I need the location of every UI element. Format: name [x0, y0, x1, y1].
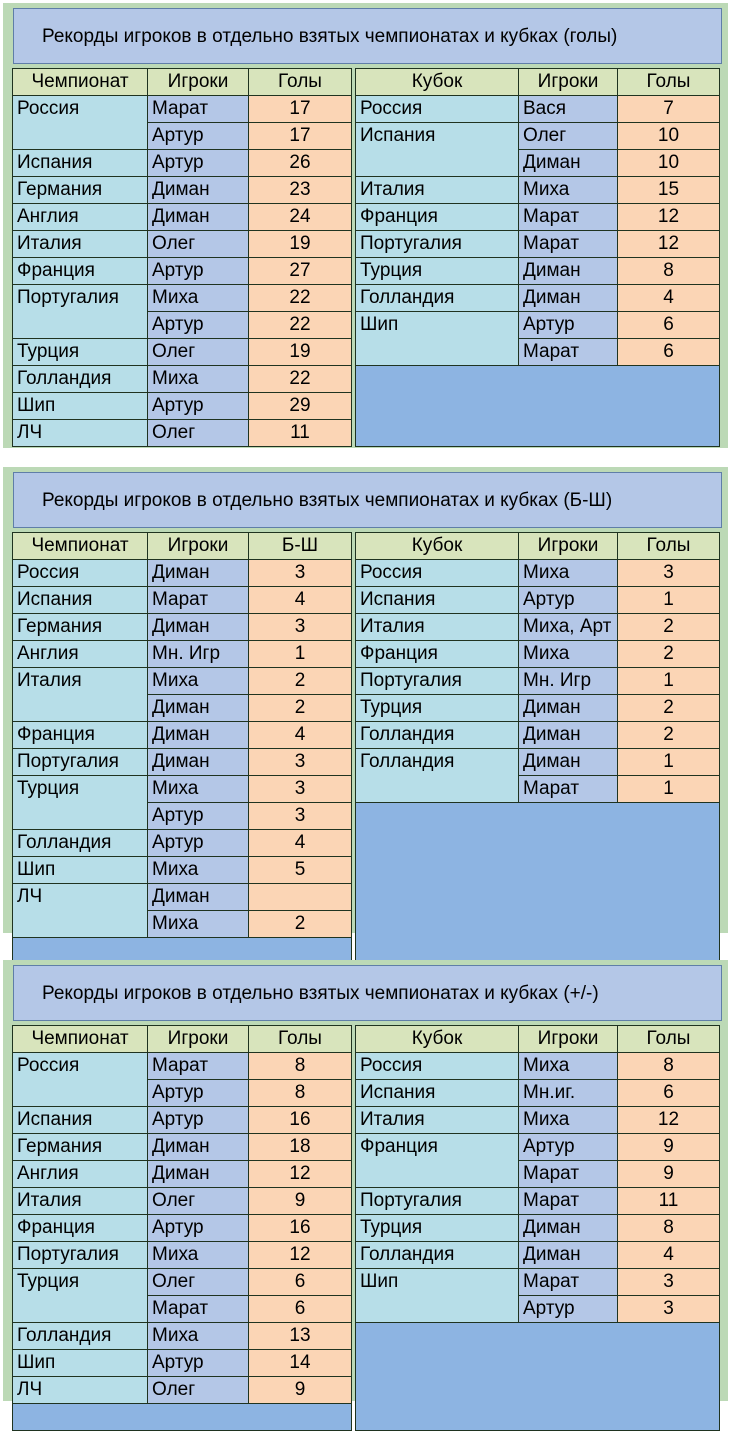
player-name: Миха	[148, 366, 249, 393]
player-name: Мн.иг.	[519, 1080, 618, 1107]
table-row	[13, 1242, 352, 1269]
table-row	[13, 641, 352, 668]
player-name: Миха	[519, 560, 618, 587]
player-name: Артур	[148, 123, 249, 150]
table-row	[13, 1269, 352, 1296]
record-value: 2	[249, 911, 352, 938]
column-header: Игроки	[519, 69, 618, 96]
table-row	[356, 1269, 720, 1296]
cup-table	[355, 1025, 720, 1431]
player-name: Артур	[148, 1107, 249, 1134]
record-value: 12	[618, 231, 720, 258]
table-row	[13, 1107, 352, 1134]
player-name: Миха	[519, 641, 618, 668]
tournament-name: Португалия	[13, 285, 148, 339]
player-name: Диман	[148, 749, 249, 776]
player-name: Марат	[148, 587, 249, 614]
record-value: 27	[249, 258, 352, 285]
table-row	[13, 587, 352, 614]
column-header: Игроки	[519, 1026, 618, 1053]
tournament-name: Испания	[13, 587, 148, 614]
tournament-name: Италия	[356, 1107, 519, 1134]
tournament-name: Голландия	[13, 830, 148, 857]
record-value: 1	[618, 587, 720, 614]
record-value: 24	[249, 204, 352, 231]
block-title: Рекорды игроков в отдельно взятых чемпионатах и кубках (Б-Ш)	[13, 472, 722, 528]
player-name: Диман	[148, 204, 249, 231]
column-header: Чемпионат	[13, 533, 148, 560]
header-row	[356, 1026, 720, 1053]
tournament-name: Германия	[13, 614, 148, 641]
tournament-name: Португалия	[13, 1242, 148, 1269]
record-value: 3	[249, 614, 352, 641]
record-value: 1	[249, 641, 352, 668]
cup-table	[355, 532, 720, 964]
record-value: 1	[618, 776, 720, 803]
table-row	[356, 204, 720, 231]
tournament-name: Голландия	[356, 749, 519, 803]
table-row	[356, 722, 720, 749]
tournament-name: Англия	[13, 204, 148, 231]
record-value: 3	[618, 560, 720, 587]
championship-table	[12, 68, 352, 447]
table-row	[356, 1188, 720, 1215]
player-name: Диман	[148, 177, 249, 204]
record-value: 6	[618, 312, 720, 339]
filler-row	[356, 803, 720, 964]
table-row	[356, 1107, 720, 1134]
tournament-name: Турция	[13, 339, 148, 366]
table-row	[13, 285, 352, 312]
player-name: Миха	[519, 177, 618, 204]
tournament-name: Россия	[13, 560, 148, 587]
player-name: Марат	[148, 96, 249, 123]
player-name: Артур	[148, 393, 249, 420]
record-value: 2	[618, 641, 720, 668]
table-row	[13, 1053, 352, 1080]
column-header: Игроки	[519, 533, 618, 560]
player-name: Миха	[148, 776, 249, 803]
player-name: Миха	[519, 1053, 618, 1080]
tournament-name: Шип	[13, 857, 148, 884]
player-name: Диман	[519, 1242, 618, 1269]
table-row	[13, 776, 352, 803]
player-name: Мн. Игр	[148, 641, 249, 668]
table-row	[13, 1377, 352, 1404]
player-name: Артур	[148, 150, 249, 177]
record-value: 2	[618, 695, 720, 722]
table-row	[13, 150, 352, 177]
tournament-name: ЛЧ	[13, 884, 148, 938]
table-row	[356, 177, 720, 204]
tournament-name: Англия	[13, 641, 148, 668]
player-name: Артур	[148, 312, 249, 339]
tournament-name: Франция	[13, 1215, 148, 1242]
table-row	[356, 231, 720, 258]
player-name: Марат	[519, 231, 618, 258]
record-value: 3	[249, 803, 352, 830]
tournament-name: Голландия	[13, 366, 148, 393]
column-header: Игроки	[148, 1026, 249, 1053]
tournament-name: Италия	[356, 177, 519, 204]
player-name: Диман	[519, 150, 618, 177]
record-value: 7	[618, 96, 720, 123]
header-row	[356, 533, 720, 560]
tournament-name: Россия	[356, 96, 519, 123]
table-row	[13, 1323, 352, 1350]
record-value: 10	[618, 123, 720, 150]
player-name: Марат	[519, 776, 618, 803]
player-name: Диман	[148, 1134, 249, 1161]
player-name: Артур	[148, 258, 249, 285]
table-row	[356, 312, 720, 339]
record-value: 23	[249, 177, 352, 204]
column-header: Чемпионат	[13, 1026, 148, 1053]
tournament-name: Россия	[356, 560, 519, 587]
table-row	[356, 560, 720, 587]
record-value: 4	[249, 587, 352, 614]
record-value: 18	[249, 1134, 352, 1161]
tournament-name: Италия	[13, 1188, 148, 1215]
tournament-name: Россия	[13, 96, 148, 150]
record-value	[249, 884, 352, 911]
tournament-name: Голландия	[356, 285, 519, 312]
player-name: Олег	[519, 123, 618, 150]
record-value: 8	[249, 1080, 352, 1107]
table-row	[356, 668, 720, 695]
table-row	[13, 1188, 352, 1215]
player-name: Диман	[148, 695, 249, 722]
record-value: 9	[618, 1161, 720, 1188]
record-value: 8	[618, 1215, 720, 1242]
player-name: Диман	[148, 722, 249, 749]
table-row	[356, 587, 720, 614]
record-value: 1	[618, 749, 720, 776]
column-header: Голы	[249, 1026, 352, 1053]
player-name: Артур	[519, 312, 618, 339]
player-name: Олег	[148, 231, 249, 258]
tournament-name: Франция	[356, 1134, 519, 1188]
player-name: Марат	[519, 1161, 618, 1188]
tournament-name: ЛЧ	[13, 1377, 148, 1404]
record-value: 22	[249, 366, 352, 393]
record-value: 4	[618, 285, 720, 312]
column-header: Б-Ш	[249, 533, 352, 560]
table-row	[356, 749, 720, 776]
record-value: 16	[249, 1215, 352, 1242]
record-value: 9	[618, 1134, 720, 1161]
tournament-name: Италия	[356, 614, 519, 641]
tournament-name: Португалия	[356, 231, 519, 258]
player-name: Олег	[148, 420, 249, 447]
record-value: 2	[618, 614, 720, 641]
player-name: Марат	[148, 1053, 249, 1080]
record-value: 2	[249, 695, 352, 722]
player-name: Вася	[519, 96, 618, 123]
record-value: 6	[618, 1080, 720, 1107]
header-row	[13, 69, 352, 96]
tournament-name: ЛЧ	[13, 420, 148, 447]
record-value: 3	[618, 1296, 720, 1323]
record-value: 5	[249, 857, 352, 884]
column-header: Голы	[249, 69, 352, 96]
column-header: Кубок	[356, 533, 519, 560]
empty-area	[356, 803, 720, 964]
player-name: Артур	[148, 830, 249, 857]
block-title: Рекорды игроков в отдельно взятых чемпионатах и кубках (голы)	[13, 8, 722, 64]
player-name: Олег	[148, 339, 249, 366]
table-row	[13, 668, 352, 695]
table-row	[13, 1215, 352, 1242]
player-name: Артур	[519, 1134, 618, 1161]
player-name: Марат	[519, 1269, 618, 1296]
record-value: 16	[249, 1107, 352, 1134]
tournament-name: Германия	[13, 177, 148, 204]
table-row	[356, 123, 720, 150]
table-row	[356, 695, 720, 722]
tournament-name: Португалия	[356, 668, 519, 695]
filler-row	[13, 1404, 352, 1431]
player-name: Диман	[519, 1215, 618, 1242]
record-value: 11	[618, 1188, 720, 1215]
player-name: Диман	[519, 749, 618, 776]
tournament-name: Франция	[356, 204, 519, 231]
tournament-name: Голландия	[356, 722, 519, 749]
record-value: 19	[249, 339, 352, 366]
record-value: 3	[249, 776, 352, 803]
table-row	[13, 258, 352, 285]
table-row	[356, 1053, 720, 1080]
table-row	[356, 1134, 720, 1161]
player-name: Миха, Арт	[519, 614, 618, 641]
empty-area	[356, 366, 720, 447]
table-row	[13, 1350, 352, 1377]
tournament-name: Испания	[356, 123, 519, 177]
player-name: Марат	[148, 1296, 249, 1323]
header-row	[13, 533, 352, 560]
table-row	[13, 96, 352, 123]
filler-row	[356, 1323, 720, 1431]
header-row	[13, 1026, 352, 1053]
player-name: Миха	[148, 1242, 249, 1269]
table-row	[13, 231, 352, 258]
table-row	[356, 641, 720, 668]
record-value: 9	[249, 1377, 352, 1404]
table-block-goals	[3, 3, 728, 448]
tournament-name: Россия	[13, 1053, 148, 1107]
player-name: Миха	[148, 857, 249, 884]
record-value: 2	[249, 668, 352, 695]
table-block-plusminus	[3, 960, 728, 1401]
column-header: Голы	[618, 69, 720, 96]
record-value: 1	[618, 668, 720, 695]
tournament-name: Португалия	[13, 749, 148, 776]
player-name: Диман	[148, 884, 249, 911]
filler-row	[356, 366, 720, 447]
record-value: 11	[249, 420, 352, 447]
record-value: 8	[618, 1053, 720, 1080]
table-row	[356, 614, 720, 641]
tournament-name: Шип	[13, 393, 148, 420]
table-row	[13, 366, 352, 393]
cup-table	[355, 68, 720, 447]
record-value: 4	[249, 722, 352, 749]
record-value: 17	[249, 123, 352, 150]
table-row	[13, 830, 352, 857]
empty-area	[356, 1323, 720, 1431]
record-value: 22	[249, 312, 352, 339]
record-value: 8	[618, 258, 720, 285]
table-row	[13, 1161, 352, 1188]
record-value: 6	[618, 339, 720, 366]
player-name: Артур	[148, 1080, 249, 1107]
player-name: Диман	[148, 1161, 249, 1188]
column-header: Кубок	[356, 1026, 519, 1053]
player-name: Диман	[519, 695, 618, 722]
tournament-name: Германия	[13, 1134, 148, 1161]
player-name: Артур	[148, 1215, 249, 1242]
column-header: Игроки	[148, 69, 249, 96]
table-row	[13, 857, 352, 884]
record-value: 3	[249, 749, 352, 776]
column-header: Голы	[618, 533, 720, 560]
record-value: 14	[249, 1350, 352, 1377]
tournament-name: Италия	[13, 668, 148, 722]
table-row	[13, 339, 352, 366]
tournament-name: Испания	[356, 587, 519, 614]
player-name: Миха	[148, 1323, 249, 1350]
player-name: Марат	[519, 204, 618, 231]
tournament-name: Голландия	[13, 1323, 148, 1350]
player-name: Олег	[148, 1188, 249, 1215]
record-value: 17	[249, 96, 352, 123]
table-row	[356, 1215, 720, 1242]
table-row	[13, 560, 352, 587]
player-name: Артур	[148, 803, 249, 830]
tournament-name: Шип	[356, 312, 519, 366]
record-value: 10	[618, 150, 720, 177]
tournament-name: Шип	[13, 1350, 148, 1377]
tournament-name: Турция	[13, 776, 148, 830]
table-row	[13, 420, 352, 447]
column-header: Игроки	[148, 533, 249, 560]
tournament-name: Турция	[13, 1269, 148, 1323]
table-row	[356, 258, 720, 285]
player-name: Мн. Игр	[519, 668, 618, 695]
tournament-name: Франция	[13, 258, 148, 285]
table-row	[13, 393, 352, 420]
record-value: 13	[249, 1323, 352, 1350]
player-name: Артур	[148, 1350, 249, 1377]
player-name: Олег	[148, 1377, 249, 1404]
table-row	[356, 285, 720, 312]
table-row	[13, 749, 352, 776]
record-value: 15	[618, 177, 720, 204]
player-name: Олег	[148, 1269, 249, 1296]
tournament-name: Россия	[356, 1053, 519, 1080]
record-value: 4	[618, 1242, 720, 1269]
tournament-name: Турция	[356, 695, 519, 722]
column-header: Чемпионат	[13, 69, 148, 96]
record-value: 12	[618, 1107, 720, 1134]
table-row	[13, 614, 352, 641]
tournament-name: Португалия	[356, 1188, 519, 1215]
championship-table	[12, 1025, 352, 1431]
table-row	[356, 96, 720, 123]
player-name: Миха	[148, 285, 249, 312]
player-name: Артур	[519, 587, 618, 614]
player-name: Миха	[148, 911, 249, 938]
tournament-name: Италия	[13, 231, 148, 258]
player-name: Диман	[519, 285, 618, 312]
record-value: 3	[618, 1269, 720, 1296]
championship-table	[12, 532, 352, 965]
record-value: 2	[618, 722, 720, 749]
record-value: 22	[249, 285, 352, 312]
player-name: Артур	[519, 1296, 618, 1323]
column-header: Кубок	[356, 69, 519, 96]
record-value: 19	[249, 231, 352, 258]
record-value: 4	[249, 830, 352, 857]
player-name: Диман	[519, 258, 618, 285]
tournament-name: Испания	[13, 1107, 148, 1134]
tournament-name: Шип	[356, 1269, 519, 1323]
tournament-name: Франция	[13, 722, 148, 749]
table-row	[356, 1242, 720, 1269]
record-value: 26	[249, 150, 352, 177]
record-value: 12	[618, 204, 720, 231]
header-row	[356, 69, 720, 96]
table-row	[356, 1080, 720, 1107]
table-row	[13, 884, 352, 911]
record-value: 8	[249, 1053, 352, 1080]
player-name: Диман	[519, 722, 618, 749]
table-block-bsh	[3, 467, 728, 933]
player-name: Миха	[148, 668, 249, 695]
player-name: Миха	[519, 1107, 618, 1134]
tournament-name: Турция	[356, 1215, 519, 1242]
tournament-name: Турция	[356, 258, 519, 285]
tournament-name: Англия	[13, 1161, 148, 1188]
player-name: Марат	[519, 339, 618, 366]
table-row	[13, 1134, 352, 1161]
block-title: Рекорды игроков в отдельно взятых чемпионатах и кубках (+/-)	[13, 965, 722, 1021]
record-value: 12	[249, 1242, 352, 1269]
record-value: 12	[249, 1161, 352, 1188]
record-value: 6	[249, 1296, 352, 1323]
player-name: Марат	[519, 1188, 618, 1215]
player-name: Диман	[148, 614, 249, 641]
table-row	[13, 177, 352, 204]
tournament-name: Голландия	[356, 1242, 519, 1269]
tournament-name: Франция	[356, 641, 519, 668]
player-name: Диман	[148, 560, 249, 587]
record-value: 29	[249, 393, 352, 420]
table-row	[13, 722, 352, 749]
tournament-name: Испания	[356, 1080, 519, 1107]
record-value: 9	[249, 1188, 352, 1215]
record-value: 6	[249, 1269, 352, 1296]
empty-area	[13, 1404, 352, 1431]
table-row	[13, 204, 352, 231]
record-value: 3	[249, 560, 352, 587]
column-header: Голы	[618, 1026, 720, 1053]
tournament-name: Испания	[13, 150, 148, 177]
